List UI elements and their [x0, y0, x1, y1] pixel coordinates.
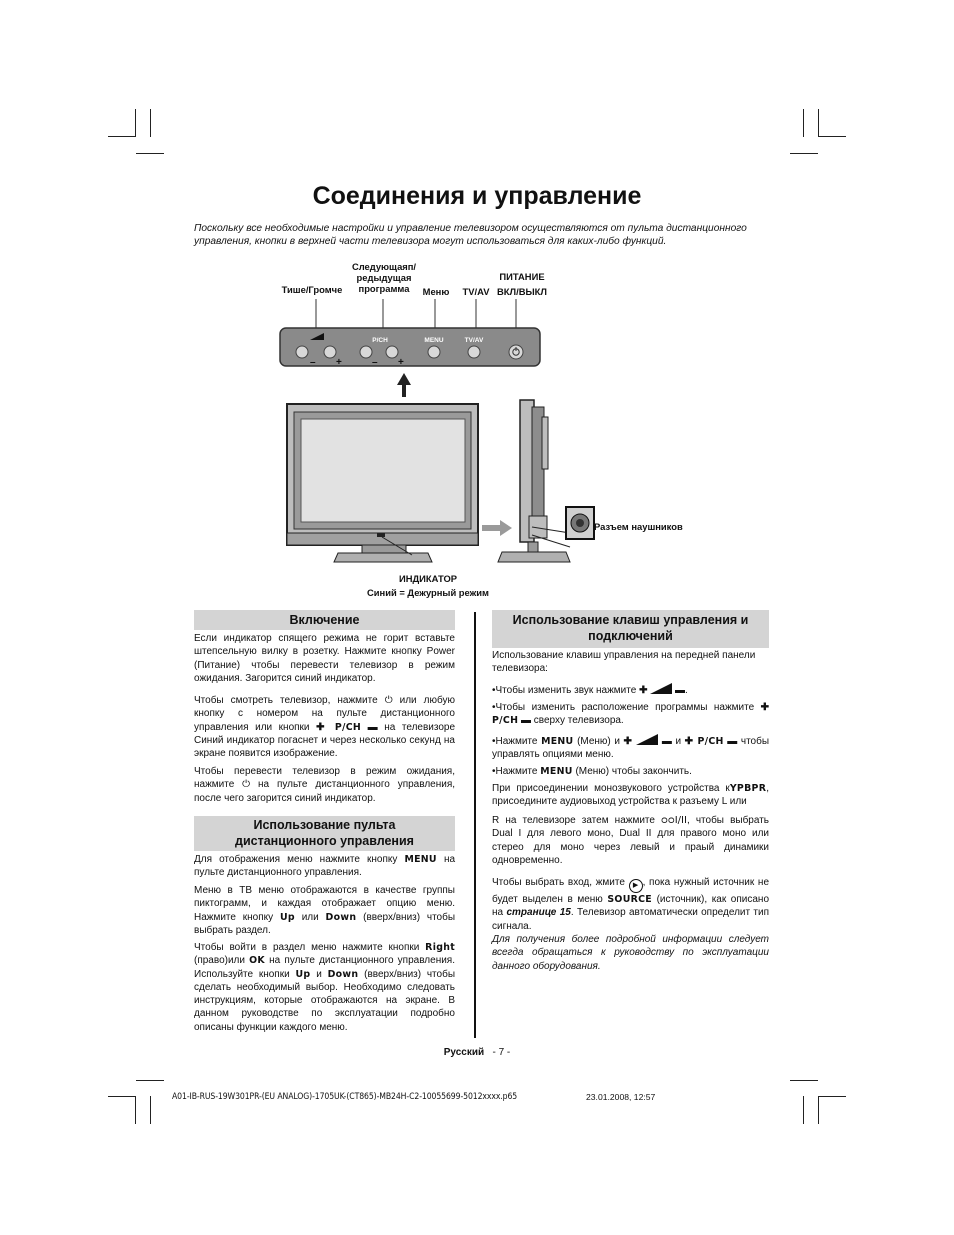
panel-tvav-label: TV/AV — [464, 337, 484, 344]
page-title: Соединения и управление — [312, 182, 642, 210]
menu-panel-button — [428, 346, 440, 358]
crop-mark — [818, 136, 846, 137]
tv-screen — [301, 419, 465, 522]
headphone-label: Разъем наушников — [594, 521, 683, 532]
minus-icon: ▬ — [727, 736, 738, 747]
leader-lines — [316, 299, 516, 329]
right-paragraph-source: Чтобы выбрать вход, жмите ▶ , пока нужный источник не будет выделен в меню SOURCE (источник), как описано на странице 15. Телевизор автоматически определит тип сигнала. — [492, 877, 770, 932]
indicator-light — [377, 533, 385, 537]
plus-icon: ✚ — [316, 721, 329, 733]
power-icon: ⏻ — [242, 779, 251, 791]
section-heading-controls: Использование клавиш управления и подключений — [492, 610, 769, 648]
bullet-program: •Чтобы изменить расположение программы нажмите ✚ P/CH ▬ сверху телевизора. — [492, 702, 770, 727]
page-footer: Русский - 7 - — [443, 1047, 511, 1058]
left-paragraph-5: Меню в ТВ меню отображаются в качестве группы пиктограмм, и каждая отображает опцию меню. Нажмите кнопку Up или Down (вверх/вниз) чтобы выбрать раздел. — [194, 885, 456, 936]
crop-mark — [136, 153, 164, 154]
plus-icon: ✚ — [639, 685, 648, 696]
ch-plus-button — [386, 346, 398, 358]
power-icon: ⏻ — [384, 695, 393, 706]
vol-plus-button — [324, 346, 336, 358]
crop-mark — [108, 136, 136, 137]
bullet-menu-exit: •Нажмите MENU (Меню) чтобы закончить. — [492, 766, 692, 777]
dual-sound-icon: ᴑᴑI/II — [661, 815, 687, 826]
crop-mark — [135, 109, 136, 137]
left-paragraph-2: Чтобы смотреть телевизор, нажмите ⏻ или любую кнопку с номером на пульте дистанционного управления или кнопки ✚ P/CH ▬ на телевизоре Синий индикатор погаснет и через несколько секунд на экране появится изображение. — [194, 695, 456, 760]
control-panel — [280, 328, 540, 366]
section-heading-power: Включение — [194, 610, 455, 630]
left-paragraph-4: Для отображения меню нажмите кнопку MENU на пульте дистанционного управления. — [194, 854, 456, 879]
volume-wedge-icon — [650, 683, 672, 694]
bullet-menu-options: •Нажмите MENU (Меню) и ✚ ▬ и ✚ P/CH ▬ чтобы управлять опциями меню. — [492, 736, 770, 761]
right-paragraph-dual: R на телевизоре затем нажмите ᴑᴑI/II, чтобы выбрать Dual I для левого моно, Dual II для правого моно или стерео для моно через левый и праый динамики одновременно. — [492, 815, 769, 866]
indicator-label: ИНДИКАТОР Синий = Дежурный режим — [367, 573, 489, 598]
column-divider — [474, 612, 476, 1038]
crop-mark — [803, 1096, 804, 1124]
plus-icon: ✚ — [760, 702, 770, 713]
tv-diagram — [270, 295, 710, 575]
tvav-panel-button — [468, 346, 480, 358]
crop-mark — [803, 109, 804, 137]
right-paragraph-ypbpr: При присоединении монозвукового устройства кYPBPR, присоедините аудиовыход устройства к разъему L или — [492, 783, 769, 808]
label-menu: Меню — [422, 286, 450, 297]
minus-icon: ▬ — [675, 685, 686, 696]
crop-mark — [150, 1096, 151, 1124]
panel-plus-sign: + — [336, 357, 342, 368]
ch-minus-button — [360, 346, 372, 358]
right-paragraph-1: Использование клавиш управления на передней панели телевизора: — [492, 650, 756, 675]
minus-icon: ▬ — [367, 721, 378, 733]
crop-mark — [818, 1096, 819, 1124]
section-heading-remote: Использование пульта дистанционного управления — [194, 816, 455, 851]
right-paragraph-note: Для получения более подробной информации следует всегда обращаться к руководству по эксплуатации данного оборудования. — [492, 934, 769, 972]
minus-icon: ▬ — [521, 715, 532, 727]
crop-mark — [818, 109, 819, 137]
footer-filename: A01-IB-RUS-19W301PR-(EU ANALOG)-1705UK-(CT865)-MB24H-C2-10055699-5012xxxx.p65 — [172, 1092, 518, 1102]
crop-mark — [136, 1080, 164, 1081]
crop-mark — [790, 153, 818, 154]
label-prev-next: Следующаяп/ редыдущая программа — [351, 261, 417, 294]
intro-text: Поскольку все необходимые настройки и управление телевизором осуществляются от пульта дистанционного управления, кнопки в верхней части телевизора могут использоваться для каких-либо функций. — [194, 223, 747, 247]
crop-mark — [818, 1096, 846, 1097]
plus-icon: ✚ — [623, 736, 633, 747]
right-arrow-icon — [482, 520, 512, 536]
plus-icon: ✚ — [684, 736, 694, 747]
vol-minus-button — [296, 346, 308, 358]
crop-mark — [135, 1096, 136, 1124]
left-paragraph-3: Чтобы перевести телевизор в режим ожидания, нажмите ⏻ на пульте дистанционного управления, после чего загорится синий индикатор. — [194, 766, 456, 804]
minus-icon: ▬ — [661, 736, 672, 747]
panel-menu-label: MENU — [424, 337, 444, 344]
label-tvav: TV/AV — [462, 286, 490, 297]
panel-pch-label: P/CH — [372, 337, 388, 344]
footer-date: 23.01.2008, 12:57 — [586, 1092, 656, 1102]
label-volume: Тише/Громче — [281, 284, 343, 295]
panel-minus-sign: – — [372, 357, 378, 368]
volume-wedge-icon — [636, 734, 658, 745]
label-power: ПИТАНИЕ ВКЛ/ВЫКЛ — [497, 271, 547, 297]
left-paragraph-1: Если индикатор спящего режима не горит вставьте штепсельную вилку в розетку. Нажмите кнопку Power (Питание) чтобы перевести телевизор в режим ожидания. Загорится синий индикатор. — [194, 633, 455, 684]
panel-plus-sign: + — [398, 357, 404, 368]
crop-mark — [790, 1080, 818, 1081]
left-paragraph-6: Чтобы войти в раздел меню нажмите кнопки Right (право)или OK на пульте дистанционного управления. Используйте кнопки Up и Down (вверх/вниз) чтобы сделать необходимый выбор. Необходимо следовать инструкциям, которые отображаются на экране. В данном руководстве по эксплуатации подробно описаны функции каждого меню. — [194, 942, 456, 1033]
panel-minus-sign: – — [310, 357, 316, 368]
bullet-volume: •Чтобы изменить звук нажмите ✚ ▬. — [492, 685, 688, 696]
crop-mark — [108, 1096, 136, 1097]
up-arrow-icon — [397, 373, 411, 397]
crop-mark — [150, 109, 151, 137]
source-icon: ▶ — [629, 879, 643, 893]
